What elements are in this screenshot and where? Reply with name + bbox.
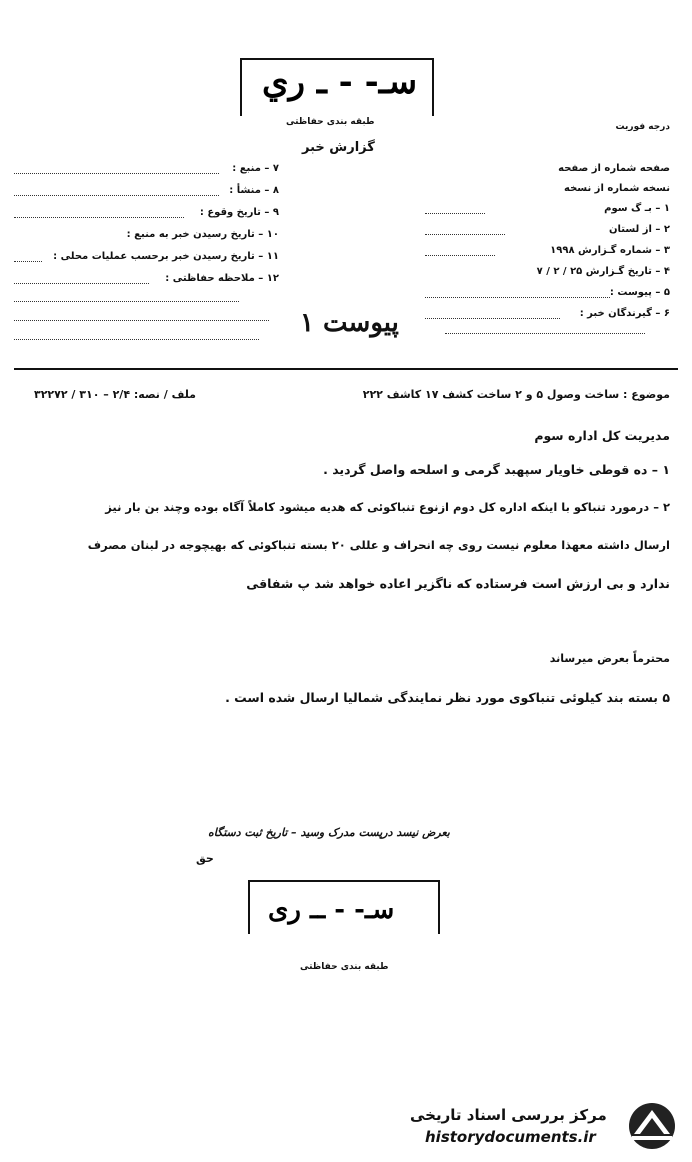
right-fields	[425, 163, 670, 334]
left-field-row	[14, 207, 279, 229]
degree-label: درجه فوریت	[615, 122, 670, 132]
handwritten-note: بعرض نیسد درپست مدرک وسید – تاریخ ثبت دستگاه	[208, 826, 450, 839]
field-recipients: ۶ – گیرندگان خبر :	[579, 308, 670, 319]
right-field-row	[425, 203, 670, 224]
field-report-date: ۴ – تاریخ گـزارش ۲۵ / ۲ / ۷	[536, 266, 670, 277]
field-local-date: ۱۱ – تاریخ رسیدن خبر برحسب عملیات محلی :	[53, 251, 279, 262]
body-line-4: ندارد و بی ارزش است فرستاده که ناگزیر اعاده خواهد شد پ شفاقی	[246, 576, 670, 591]
closing-line: محترماً بعرض میرساند	[549, 652, 670, 665]
top-classification-stamp: سـ- - ـ ري	[262, 62, 418, 102]
left-field-row	[14, 163, 279, 185]
addressee: مدیریت کل اداره سوم	[534, 428, 670, 443]
right-field-row	[425, 308, 670, 329]
footer-org-name: مرکز بررسی اسناد تاریخی	[410, 1106, 607, 1124]
field-page-number: صفحه شماره از صفحه	[558, 163, 670, 174]
bottom-classification-sub: طبقه بندی حفاظتی	[300, 962, 389, 972]
left-field-row	[14, 251, 279, 273]
right-field-row	[425, 163, 670, 183]
body-line-3: ارسال داشته معهذا معلوم نیست روی چه انحراف و عللی ۲۰ بسته تنباکوئی که بهیچوجه در لبنان مصرف	[87, 538, 670, 552]
subject-line: موضوع : ساخت وصول ۵ و ۲ ساخت کشف ۱۷ کاشف ۲۲۲	[362, 388, 670, 401]
file-reference: ملف / نصه: ۲/۴ – ۳۱۰ / ۳۲۲۷۲	[34, 388, 196, 401]
archive-logo-icon	[624, 1100, 682, 1152]
field-origin: ۸ – منشأ :	[229, 185, 279, 196]
attachment-note: ۵ بسته بند کیلوئی تنباکوی مورد نظر نمایندگی شمالیا ارسال شده است .	[225, 690, 670, 705]
header-divider	[14, 368, 678, 370]
attachment-handwriting: پیوست ۱	[300, 308, 399, 338]
field-attachment: ۵ – پیوست :	[609, 287, 670, 298]
field-copy-number: نسخه شماره از نسخه	[564, 183, 670, 194]
footer-url: historydocuments.ir	[425, 1128, 596, 1146]
body-line-1: ۱ – ده قوطی خاویار سپهبد گرمی و اسلحه واصل گردید .	[323, 462, 670, 477]
field-received-date: ۱۰ – تاریخ رسیدن خبر به منبع :	[126, 229, 279, 240]
left-field-row	[14, 185, 279, 207]
field-source: ۷ – منبع :	[232, 163, 279, 174]
top-classification-sub: طبقه بندی حفاظتی	[286, 117, 375, 127]
right-field-row	[425, 287, 670, 308]
report-title: گزارش خبر	[302, 140, 375, 155]
left-fields	[14, 163, 279, 340]
left-field-row	[14, 273, 279, 295]
field-occurrence-date: ۹ – تاریخ وقوع :	[199, 207, 279, 218]
field-to: ۱ – بـ گ سوم	[604, 203, 670, 214]
left-field-row	[14, 229, 279, 251]
bottom-classification-stamp: سـ- - ــ ری	[268, 895, 395, 925]
field-from: ۲ – از لستان	[608, 224, 670, 235]
field-security-note: ۱۲ – ملاحظه حفاظتی :	[165, 273, 279, 284]
right-field-row	[425, 183, 670, 203]
body-line-2: ۲ – درمورد تنباکو با اینکه اداره کل دوم ازنوع تنباکوئی که هدیه میشود کاملاً آگاه بوده وچند بن بار نیز	[105, 500, 670, 514]
handwritten-sub: حق	[196, 852, 214, 865]
right-field-row	[425, 266, 670, 287]
field-report-number: ۳ – شماره گـزارش ۱۹۹۸	[550, 245, 670, 256]
right-field-row	[425, 245, 670, 266]
right-field-row	[425, 224, 670, 245]
